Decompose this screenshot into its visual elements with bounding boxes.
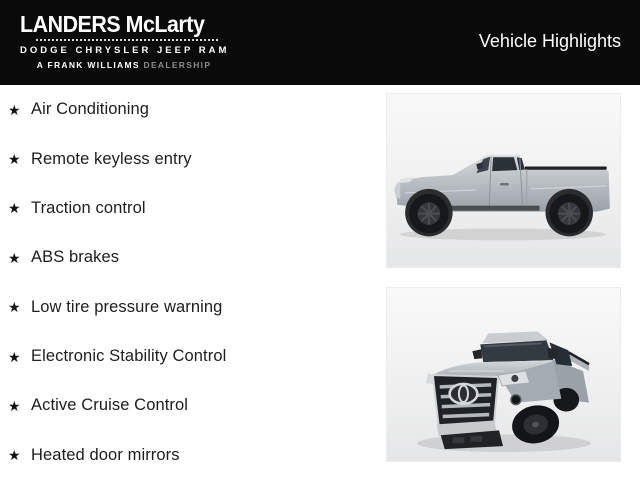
feature-label: Traction control	[31, 198, 146, 217]
vehicle-feature-list	[0, 85, 382, 480]
vehicle-photo-column	[386, 93, 621, 481]
feature-item	[0, 446, 382, 465]
tagline-dealership-word: DEALERSHIP	[143, 60, 212, 70]
feature-item	[0, 347, 382, 366]
dealership-logo-title: LANDERS McLarty	[20, 11, 205, 37]
feature-label: Air Conditioning	[31, 100, 150, 119]
star-bullet-icon: ★	[8, 447, 21, 464]
feature-item	[0, 100, 382, 119]
feature-item	[0, 150, 382, 169]
feature-label: Heated door mirrors	[31, 445, 180, 464]
tagline-owner: A FRANK WILLIAMS	[36, 60, 140, 70]
star-bullet-icon: ★	[8, 299, 21, 316]
feature-label: Active Cruise Control	[31, 396, 189, 415]
page-title: Vehicle Highlights	[478, 31, 621, 51]
feature-label: Low tire pressure warning	[31, 297, 223, 316]
vehicle-photo-side	[386, 93, 621, 268]
star-bullet-icon: ★	[8, 101, 21, 118]
star-bullet-icon: ★	[8, 348, 21, 365]
dealership-logo	[20, 12, 228, 70]
truck-side-illustration	[387, 94, 620, 267]
dealership-logo-tagline	[20, 60, 228, 70]
dealership-logo-brands: DODGE CHRYSLER JEEP RAM	[20, 45, 230, 56]
logo-dotted-divider	[36, 39, 218, 41]
truck-front-illustration	[387, 288, 620, 461]
star-bullet-icon: ★	[8, 200, 21, 217]
star-bullet-icon: ★	[8, 397, 21, 414]
feature-item	[0, 298, 382, 317]
vehicle-photo-front	[386, 287, 621, 462]
feature-item	[0, 396, 382, 415]
star-bullet-icon: ★	[8, 249, 21, 266]
star-bullet-icon: ★	[8, 151, 21, 168]
header-bar	[0, 0, 640, 85]
feature-label: Electronic Stability Control	[31, 347, 227, 366]
feature-item	[0, 199, 382, 218]
feature-label: Remote keyless entry	[31, 149, 192, 168]
feature-item	[0, 248, 382, 267]
feature-label: ABS brakes	[31, 248, 120, 267]
